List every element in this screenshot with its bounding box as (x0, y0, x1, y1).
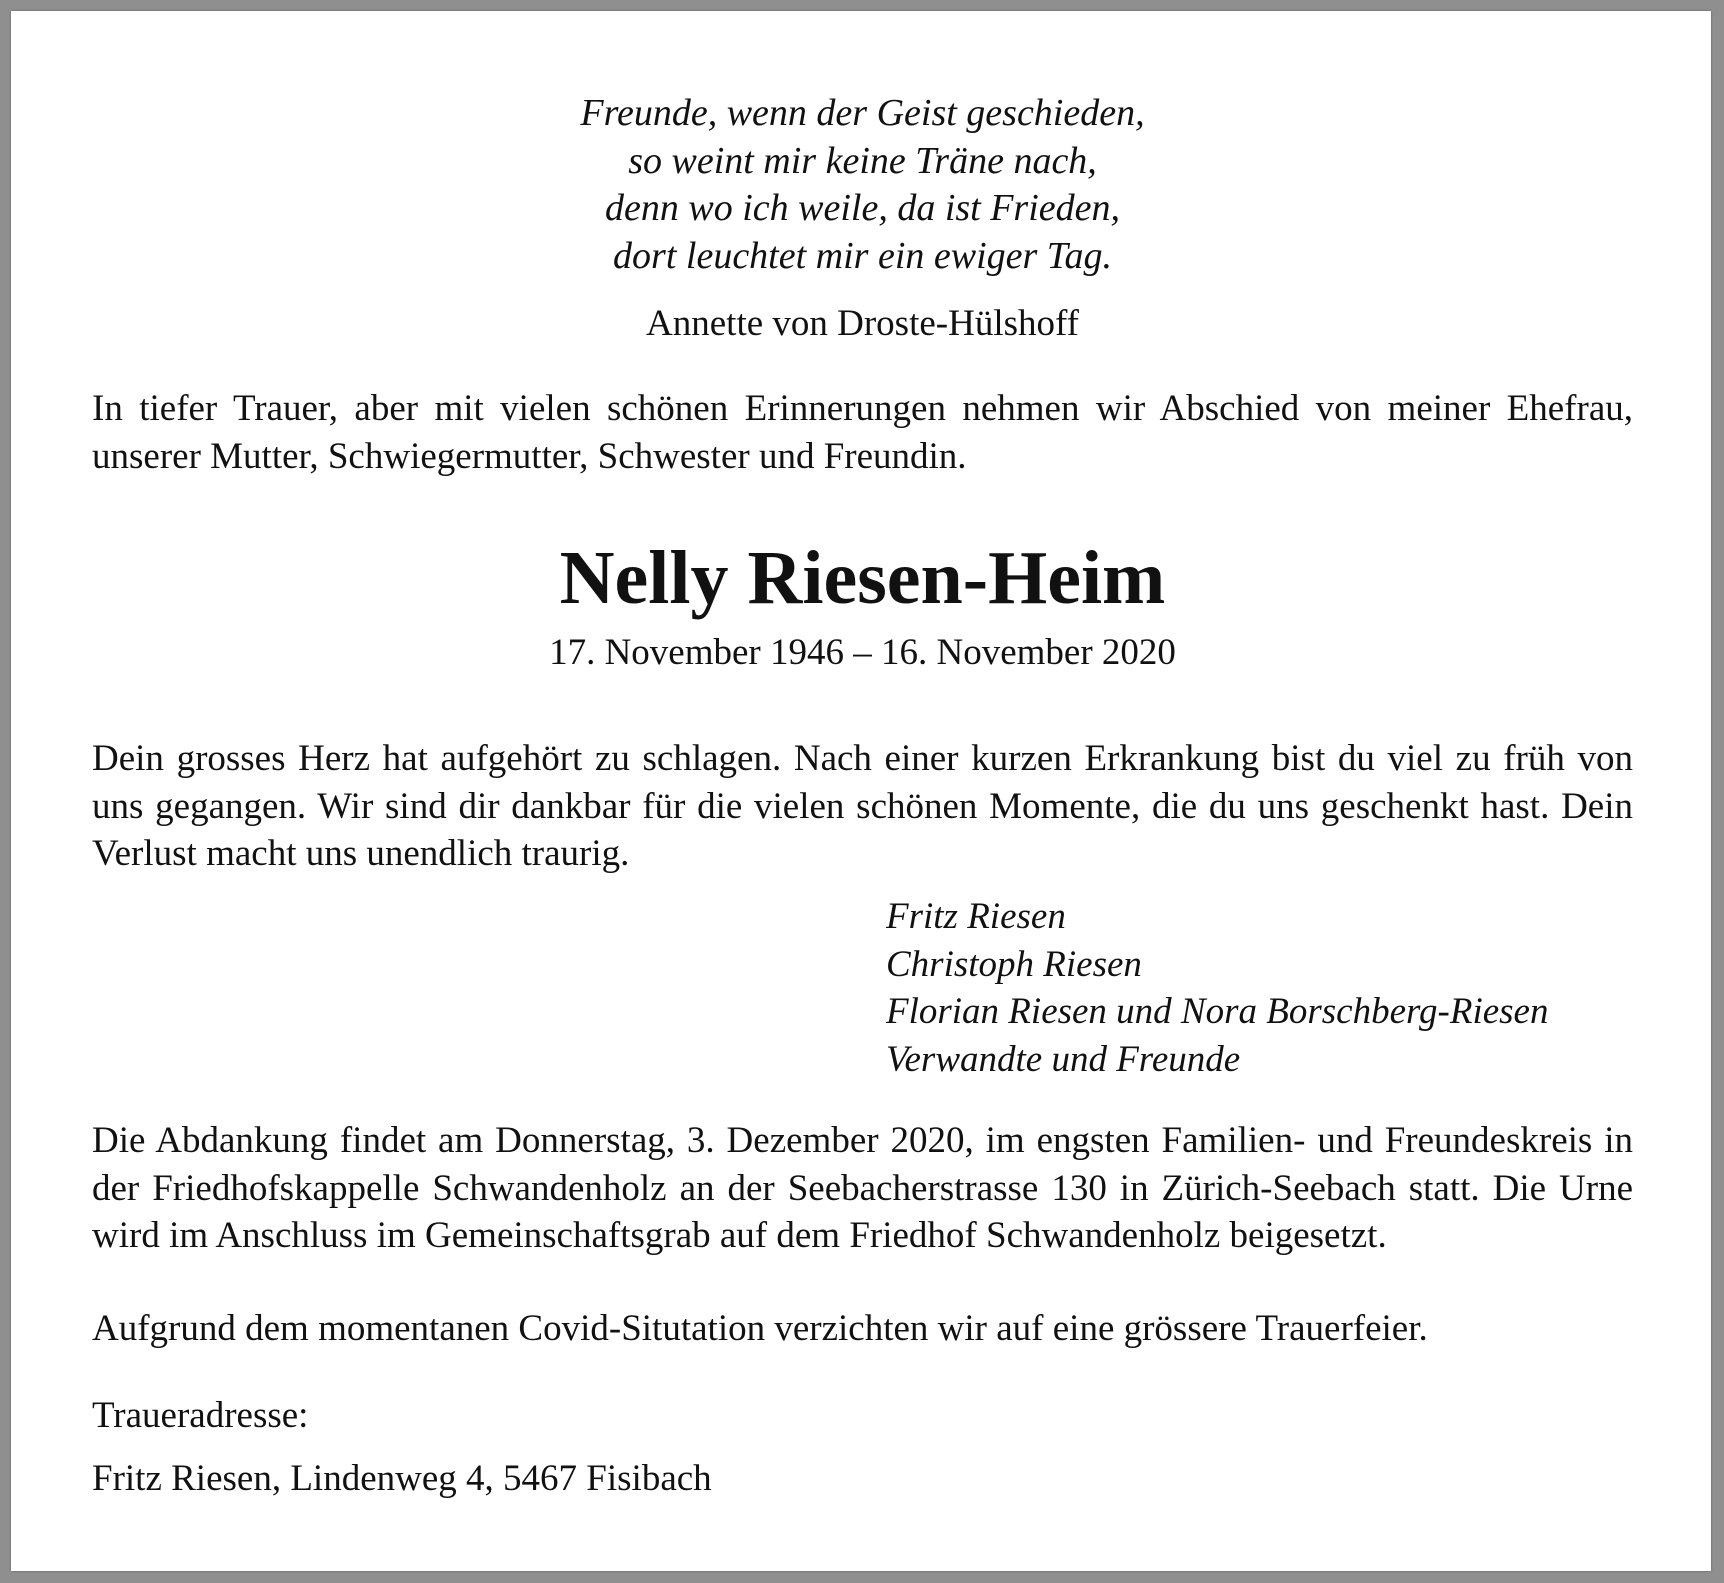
signature-line: Fritz Riesen (886, 896, 1066, 937)
poem-line: Freunde, wenn der Geist geschieden, (580, 92, 1145, 134)
intro-paragraph: In tiefer Trauer, aber mit vielen schönen Erinnerungen nehmen wir Abschied von meiner Ehefrau, unserer Mutter, Schwiegermutter, Schwester und Freundin. (92, 388, 1633, 477)
life-dates: 17. November 1946 – 16. November 2020 (549, 632, 1176, 673)
poem-line: so weint mir keine Träne nach, (628, 139, 1097, 182)
signature-line: Verwandte und Freunde (886, 1038, 1241, 1080)
deceased-name: Nelly Riesen-Heim (559, 536, 1166, 620)
signature-line: Florian Riesen und Nora Borschberg-Riesen (886, 991, 1549, 1032)
signature-line: Christoph Riesen (886, 943, 1142, 985)
covid-note: Aufgrund dem momentanen Covid-Situtation verzichten wir auf eine grössere Trauerfeier. (92, 1308, 1428, 1349)
poem-line: dort leuchtet mir ein ewiger Tag. (613, 234, 1112, 277)
address-label: Traueradresse: (92, 1395, 309, 1436)
signatures (886, 893, 1548, 1083)
poem-line: denn wo ich weile, da ist Frieden, (604, 187, 1121, 229)
tribute-paragraph: Dein grosses Herz hat aufgehört zu schlagen. Nach einer kurzen Erkrankung bist du viel zu früh von uns gegangen. Wir sind dir dankbar für die vielen schönen Momente, die du uns geschenkt hast. Dein Verlust macht uns unendlich traurig. (92, 738, 1633, 874)
poem (92, 90, 1633, 280)
obituary-card (11, 11, 1711, 1571)
mourning-address: Fritz Riesen, Lindenweg 4, 5467 Fisibach (92, 1458, 712, 1499)
poem-author: Annette von Droste-Hülshoff (646, 303, 1079, 344)
ceremony-paragraph: Die Abdankung findet am Donnerstag, 3. Dezember 2020, im engsten Familien- und Freundeskreis in der Friedhofskappelle Schwandenholz an der Seebacherstrasse 130 in Zürich-Seebach statt. Die Urne wird im Anschluss im Gemeinschaftsgrab auf dem Friedhof Schwandenholz beigesetzt. (92, 1120, 1633, 1256)
